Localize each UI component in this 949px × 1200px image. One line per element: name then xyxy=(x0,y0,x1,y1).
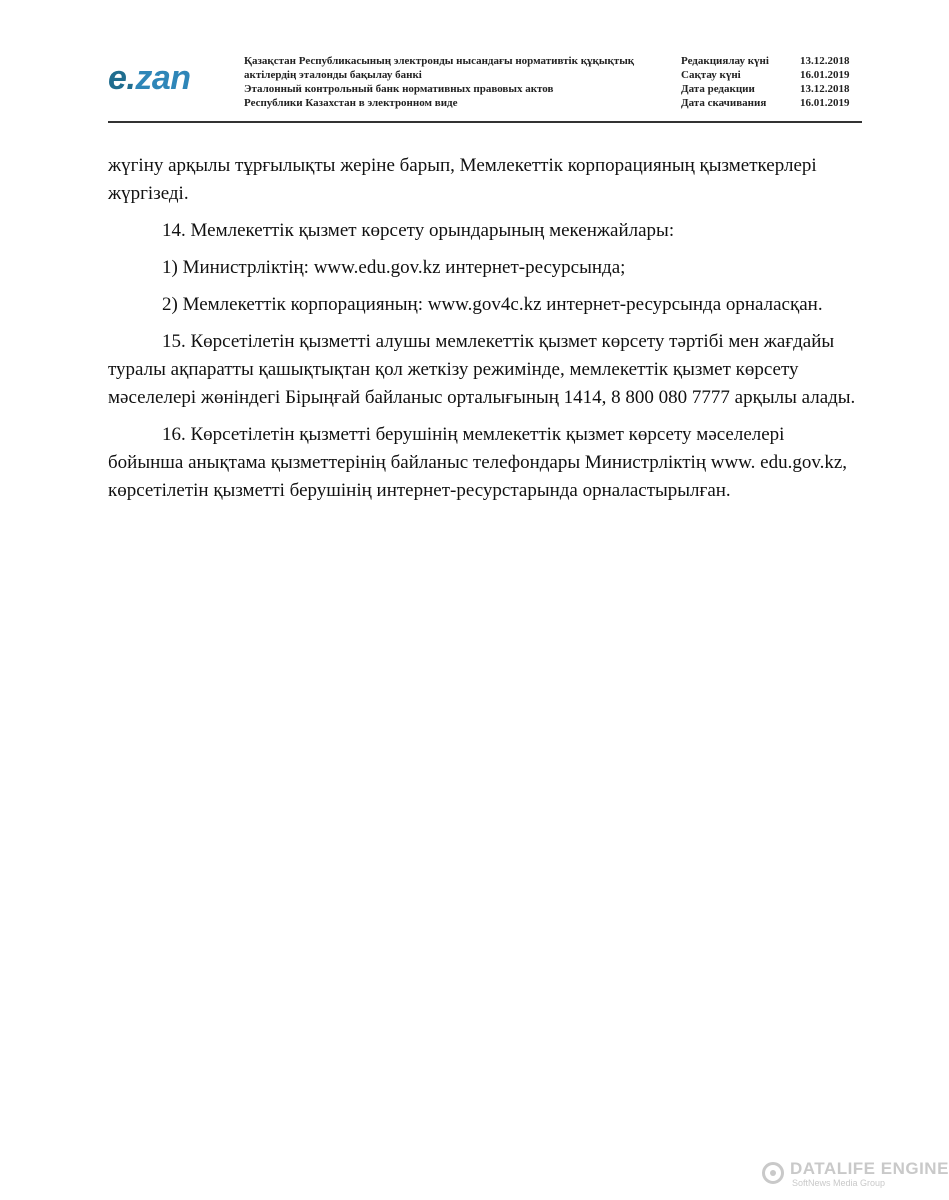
logo-word-zan: zan xyxy=(135,59,191,97)
bank-line-2: актілердің эталонды бақылау банкі xyxy=(244,69,422,81)
date-value: 16.01.2019 xyxy=(800,69,850,81)
paragraph-14-item-1: 1) Министрліктің: www.edu.gov.kz интернет-ресурсында; xyxy=(162,257,626,278)
bank-line-3: Эталонный контрольный банк нормативных правовых актов xyxy=(244,83,554,95)
datalife-logo-icon xyxy=(762,1162,784,1184)
date-label: Сақтау күні xyxy=(681,69,741,81)
date-value: 13.12.2018 xyxy=(800,83,850,95)
document-body xyxy=(108,152,862,514)
bank-line-1: Қазақстан Республикасының электронды нысандағы нормативтік құқықтық xyxy=(244,55,635,67)
date-value: 13.12.2018 xyxy=(800,55,850,67)
logo-letter-e: e xyxy=(108,59,127,97)
paragraph-16: 16. Көрсетілетін қызметті берушінің мемлекеттік қызмет көрсету мәселелері бойынша анықтама қызметтерінің байланыс телефондары Министрліктің www. edu.gov.kz, көрсетілетін қызметті берушінің интернет-ресурстарында орналастырылған. xyxy=(108,424,848,501)
bank-description xyxy=(244,54,664,110)
date-row-edit-kz xyxy=(681,54,862,68)
watermark-title: DATALIFE ENGINE xyxy=(790,1159,949,1178)
ezan-logo xyxy=(108,58,228,98)
date-row-save-kz xyxy=(681,68,862,82)
date-label: Дата скачивания xyxy=(681,97,767,109)
bank-line-4: Республики Казахстан в электронном виде xyxy=(244,97,458,109)
document-dates xyxy=(681,54,862,110)
paragraph-14: 14. Мемлекеттік қызмет көрсету орындарының мекенжайлары: xyxy=(162,220,675,241)
paragraph-14-item-2: 2) Мемлекеттік корпорацияның: www.gov4c.kz интернет-ресурсында орналасқан. xyxy=(162,294,823,315)
datalife-watermark xyxy=(762,1159,949,1192)
date-label: Дата редакции xyxy=(681,83,755,95)
date-value: 16.01.2019 xyxy=(800,97,850,109)
date-row-edit-ru xyxy=(681,82,862,96)
logo-dot: . xyxy=(126,59,136,97)
paragraph-continuation: жүгіну арқылы тұрғылықты жеріне барып, Мемлекеттік корпорацияның қызметкерлері жүргізеді. xyxy=(108,155,817,204)
date-row-download-ru xyxy=(681,96,862,110)
document-header xyxy=(108,50,862,122)
paragraph-15: 15. Көрсетілетін қызметті алушы мемлекеттік қызмет көрсету тәртібі мен жағдайы туралы ақпаратты қашықтықтан қол жеткізу режимінде, мемлекеттік қызмет көрсету мәселелері жөніндегі Бірыңғай байланыс орталығының 1414, 8 800 080 7777 арқылы алады. xyxy=(108,331,856,408)
header-divider xyxy=(108,121,862,123)
date-label: Редакциялау күні xyxy=(681,55,769,67)
watermark-subtitle: SoftNews Media Group xyxy=(792,1178,886,1188)
